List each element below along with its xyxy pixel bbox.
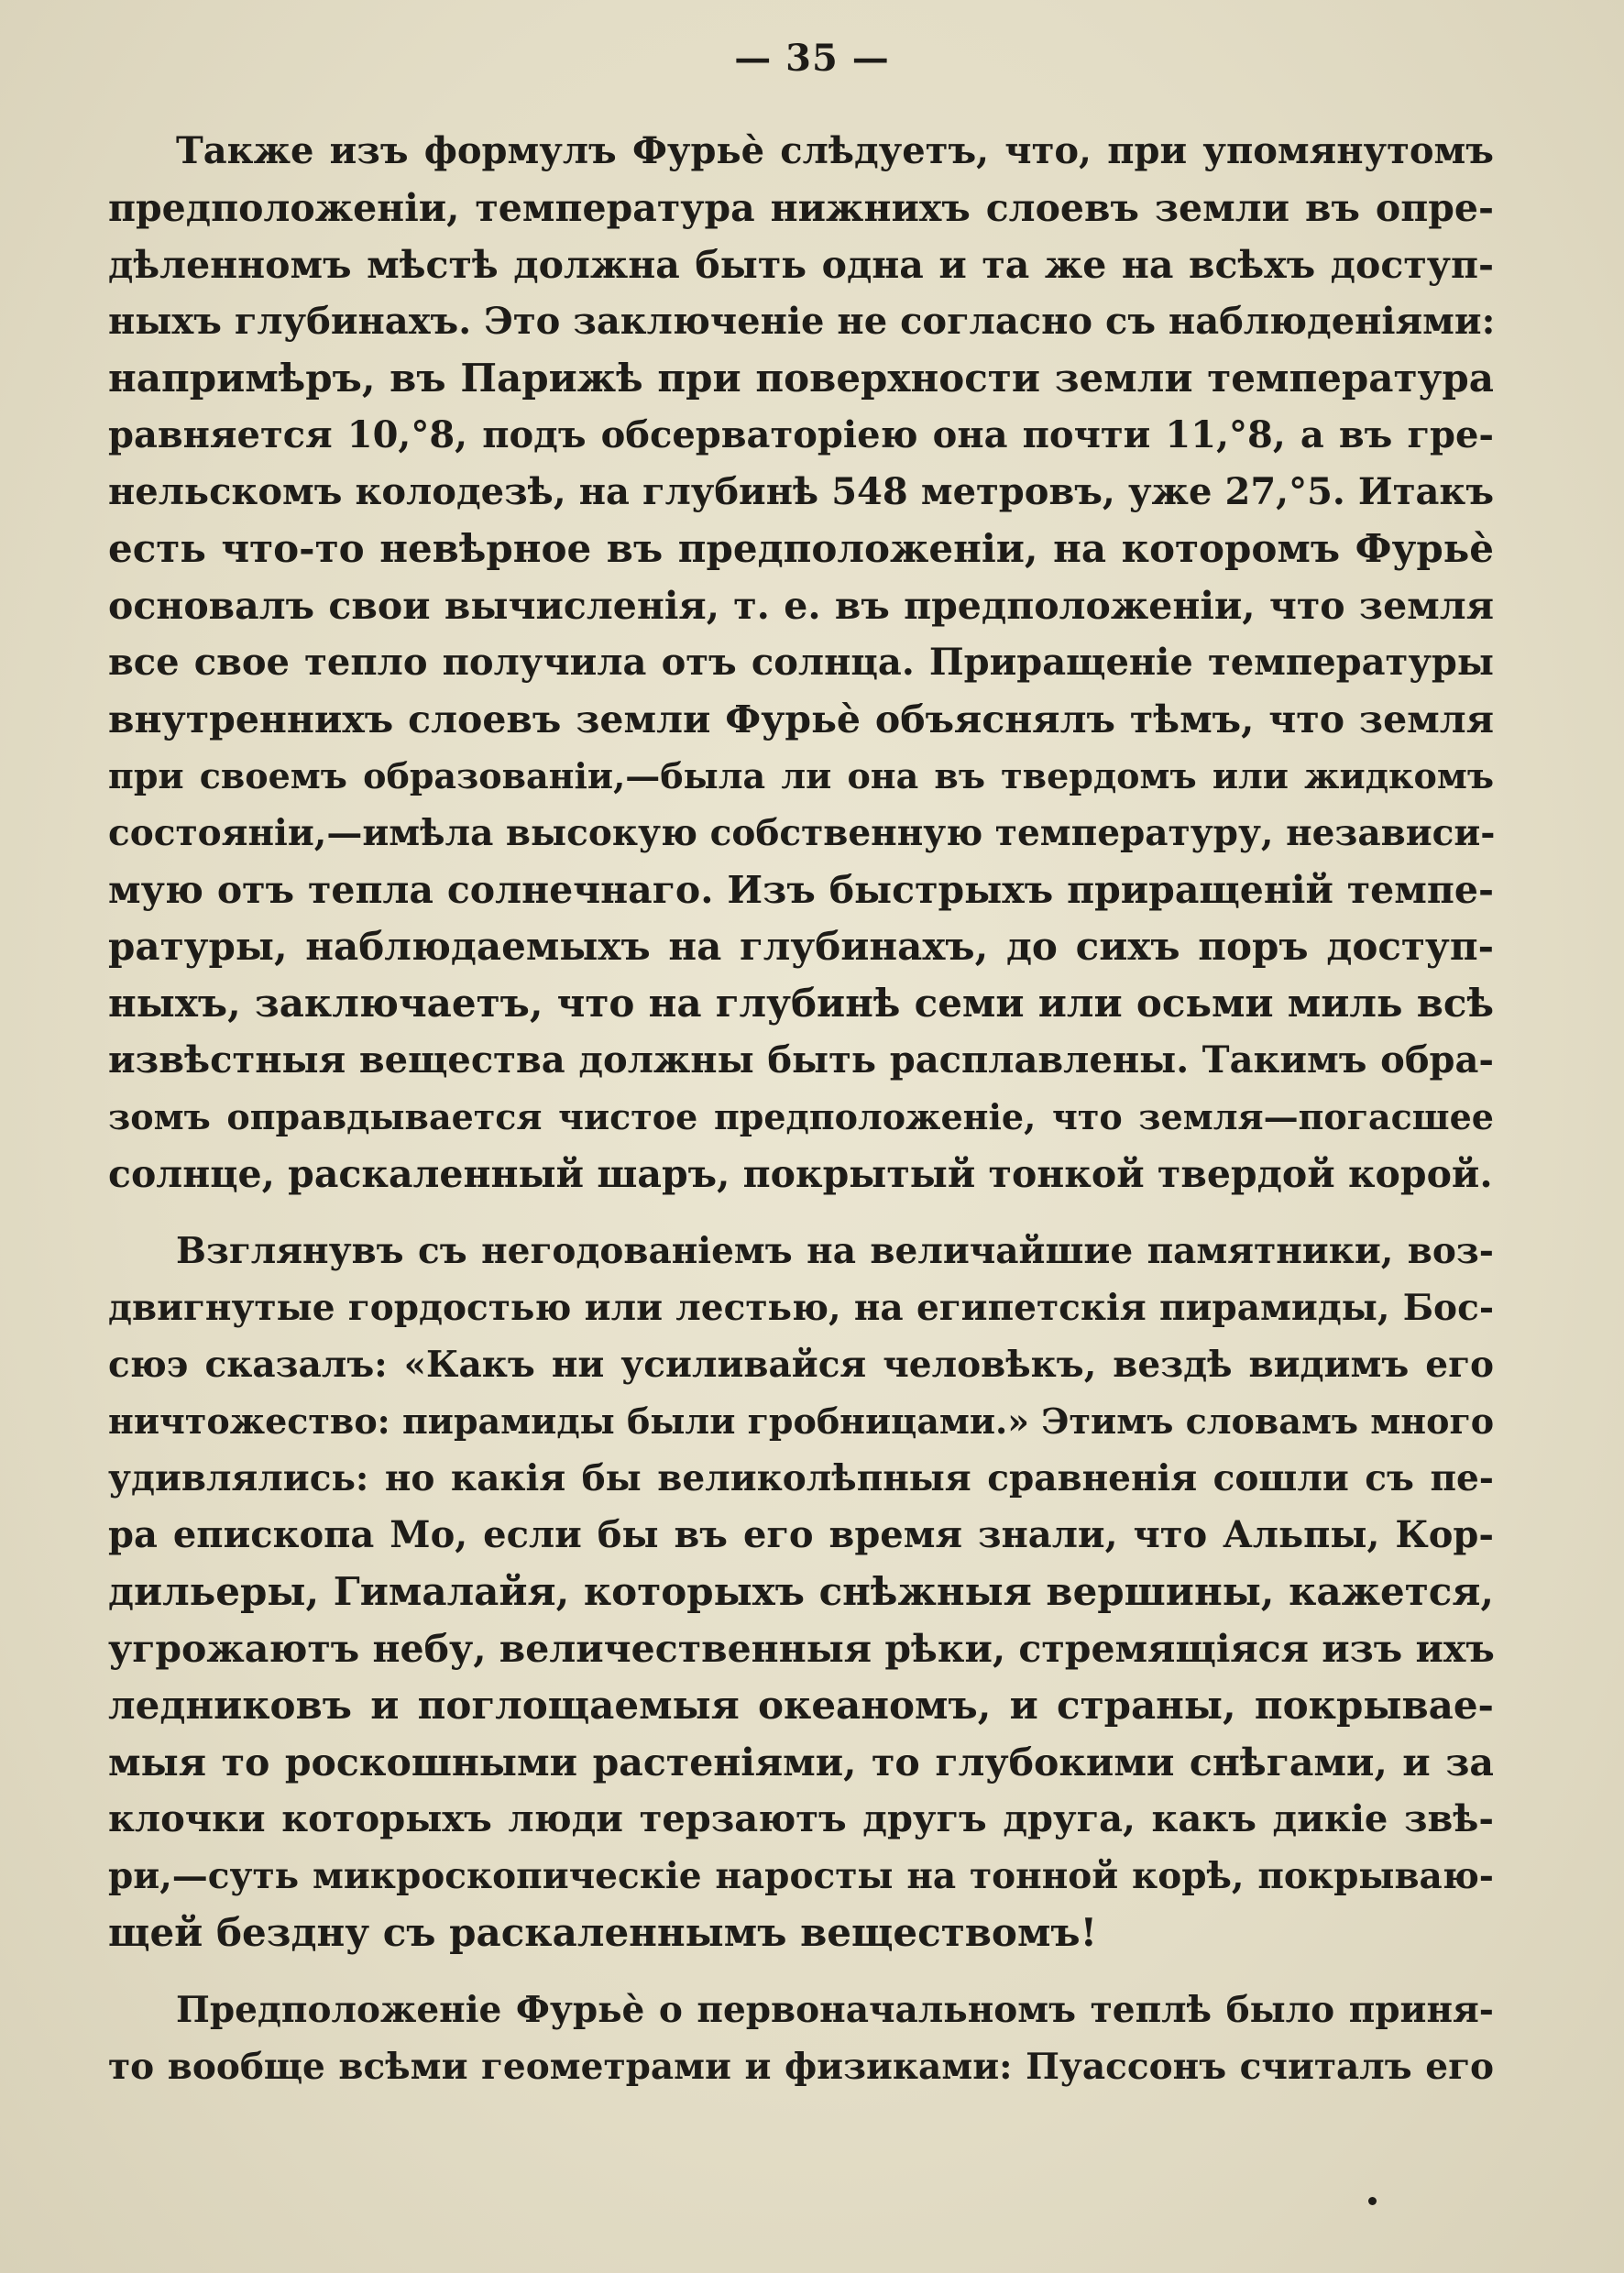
text-line: при своемъ образованiи,—была ли она въ твердомъ или жидкомъ — [108, 755, 1494, 796]
text-line: мыя то роскошными растенiями, то глубокими снѣгами, и за — [108, 1740, 1494, 1784]
text-line: дѣленномъ мѣстѣ должна быть одна и та же на всѣхъ доступ- — [108, 243, 1494, 287]
text-line: все свое тепло получила отъ солнца. Приращенiе температуры — [108, 641, 1494, 684]
text-line: удивлялись: но какiя бы великолѣпныя сравненiя сошли съ пе- — [108, 1457, 1494, 1499]
text-line: напримѣръ, въ Парижѣ при поверхности земли температура — [108, 356, 1494, 401]
text-line: Взглянувъ съ негодованiемъ на величайшие памятники, воз- — [176, 1230, 1494, 1272]
text-line: ри,—суть микроскопическiе наросты на тонной корѣ, покрываю- — [108, 1855, 1494, 1897]
text-line: извѣстныя вещества должны быть расплавлены. Такимъ обра- — [108, 1038, 1494, 1082]
text-line: ледниковъ и поглощаемыя океаномъ, и страны, покрывае- — [108, 1683, 1494, 1728]
text-line: клочки которыхъ люди терзаютъ другъ друга, какъ дикiе звѣ- — [108, 1797, 1494, 1840]
text-line: дильеры, Гималайя, которыхъ снѣжныя вершины, кажется, — [108, 1569, 1494, 1614]
paragraph-1 — [108, 123, 1494, 1202]
text-line: состоянiи,—имѣла высокую собственную температуру, независи- — [108, 812, 1496, 854]
text-line: мую отъ тепла солнечнаго. Изъ быстрыхъ приращенiй темпе- — [108, 868, 1494, 912]
text-line: внутреннихъ слоевъ земли Фурьѐ объяснялъ тѣмъ, что земля — [108, 697, 1494, 741]
ink-speck — [1368, 2197, 1377, 2205]
text-line: Также изъ формулъ Фурьѐ слѣдуетъ, что, при упомянутомъ — [176, 129, 1494, 172]
text-line: ничтожество: пирамиды были гробницами.» Этимъ словамъ много — [108, 1400, 1495, 1442]
text-line: ныхъ, заключаетъ, что на глубинѣ семи или осьми миль всѣ — [108, 981, 1494, 1026]
text-line: равняется 10,°8, подъ обсерваторiею она почти 11,°8, а въ гре- — [108, 413, 1494, 456]
paragraph-2 — [108, 1223, 1494, 1961]
paragraph-gap — [108, 1961, 1494, 1982]
text-line: солнце, раскаленный шаръ, покрытый тонкой твердой корой. — [108, 1152, 1493, 1196]
text-line: ра епископа Мо, если бы въ его время знали, что Альпы, Кор- — [108, 1513, 1494, 1556]
text-line: двигнутые гордостью или лестью, на египетскiя пирамиды, Бос- — [108, 1287, 1494, 1329]
text-line: предположенiи, температура нижнихъ слоевъ земли въ опре- — [108, 186, 1494, 230]
text-line: Предположенiе Фурьѐ о первоначальномъ теплѣ было приня- — [176, 1989, 1494, 2031]
text-line: основалъ свои вычисленiя, т. е. въ предположенiи, что земля — [108, 584, 1494, 628]
paragraph-3 — [108, 1982, 1494, 2095]
text-line: угрожаютъ небу, величественныя рѣки, стремящiяся изъ ихъ — [108, 1627, 1495, 1671]
page-number: — 35 — — [734, 37, 890, 80]
text-line: то вообще всѣми геометрами и физиками: Пуассонъ считалъ его — [108, 2046, 1494, 2088]
text-line: ныхъ глубинахъ. Это заключенiе не согласно съ наблюденiями: — [108, 300, 1496, 343]
text-line: сюэ сказалъ: «Какъ ни усиливайся человѣкъ, вездѣ видимъ его — [108, 1344, 1494, 1386]
paragraph-gap — [108, 1202, 1494, 1223]
text-line: есть что-то невѣрное въ предположенiи, на которомъ Фурьѐ — [108, 526, 1494, 571]
text-line: ратуры, наблюдаемыхъ на глубинахъ, до сихъ поръ доступ- — [108, 924, 1494, 969]
text-line: щей бездну съ раскаленнымъ веществомъ! — [108, 1910, 1098, 1955]
body-text — [108, 123, 1494, 2095]
text-line: нельскомъ колодезѣ, на глубинѣ 548 метровъ, уже 27,°5. Итакъ — [108, 470, 1494, 513]
text-line: зомъ оправдывается чистое предположенiе, что земля—погасшее — [108, 1096, 1494, 1137]
